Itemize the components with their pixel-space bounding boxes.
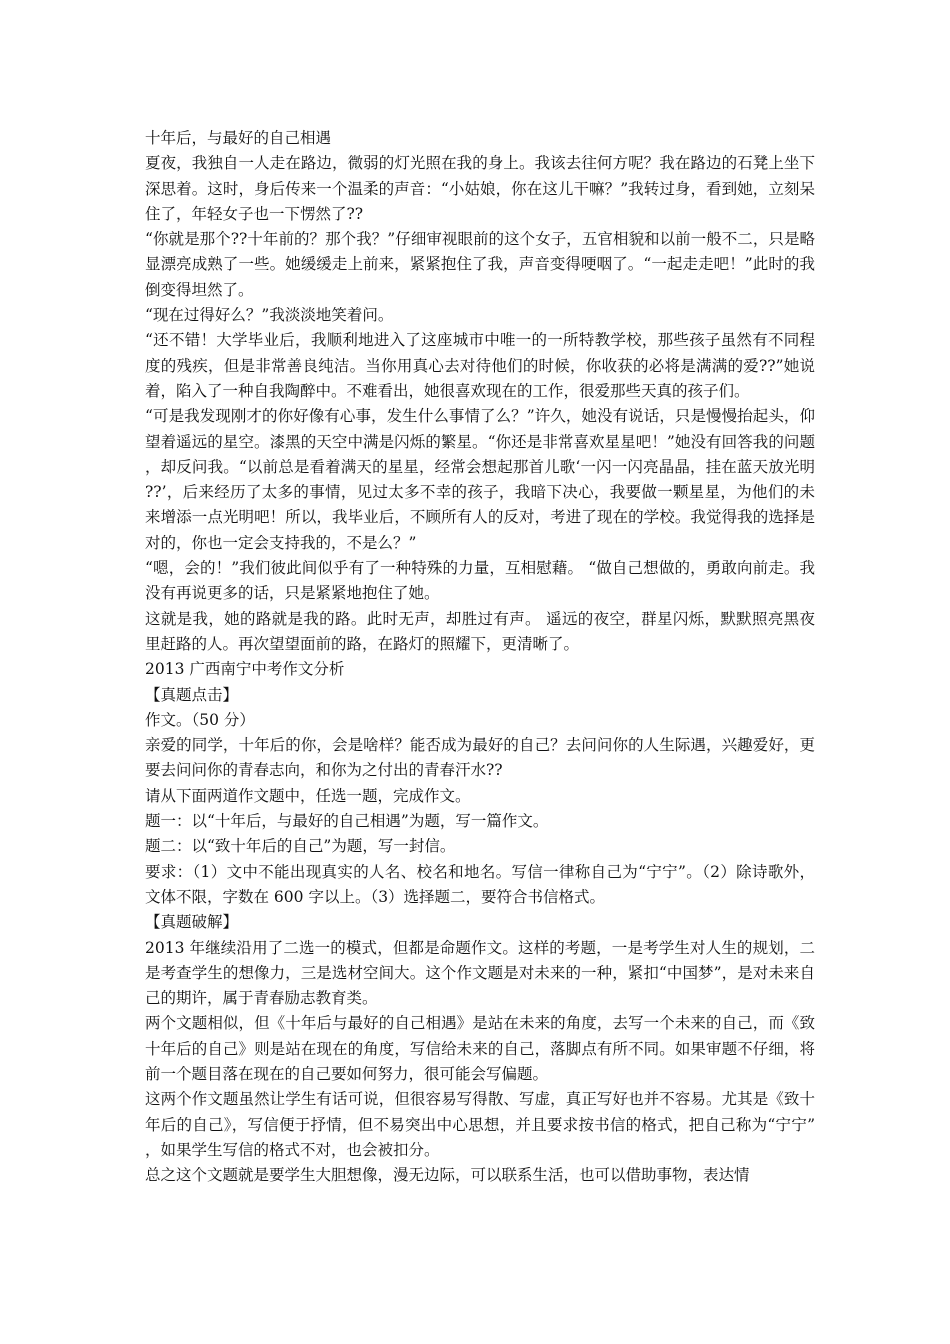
paragraph: 亲爱的同学，十年后的你，会是啥样？能否成为最好的自己？去问问你的人生际遇，兴趣爱好，更要去问问你的青春志向，和你为之付出的青春汗水?? (145, 736, 815, 780)
paragraph: “现在过得好么？”我淡淡地笑着问。 (145, 306, 394, 325)
paragraph: 2013 年继续沿用了二选一的模式，但都是命题作文。这样的考题，一是考学生对人生的规划，二是考查学生的想像力，三是选材空间大。这个作文题是对未来的一种，紧扣“中国梦”，是对未来自己的期许，属于青春励志教育类。 (145, 938, 815, 1008)
paragraph: 题一：以“十年后，与最好的自己相遇”为题，写一篇作文。 (145, 812, 549, 831)
paragraph: 这就是我，她的路就是我的路。此时无声，却胜过有声。 遥远的夜空，群星闪烁，默默照亮黑夜里赶路的人。再次望望面前的路，在路灯的照耀下，更清晰了。 (145, 609, 815, 653)
paragraph: “可是我发现刚才的你好像有心事，发生什么事情了么？”许久，她没有说话，只是慢慢抬起头，仰望着遥远的星空。漆黑的天空中满是闪烁的繁星。“你还是非常喜欢星星吧！”她没有回答我的问题，却反问我。“以前总是看着满天的星星，经常会想起那首儿歌‘一闪一闪亮晶晶，挂在蓝天放光明??’，后来经历了太多的事情，见过太多不幸的孩子，我暗下决心，我要做一颗星星，为他们的未来增添一点光明吧！所以，我毕业后，不顾所有人的反对，考进了现在的学校。我觉得我的选择是对的，你也一定会支持我的，不是么？” (145, 407, 815, 552)
paragraph: 要求：（1）文中不能出现真实的人名、校名和地名。写信一律称自己为“宁宁”。（2）除诗歌外，文体不限，字数在 600 字以上。（3）选择题二，要符合书信格式。 (145, 862, 815, 906)
paragraph: 请从下面两道作文题中，任选一题，完成作文。 (145, 786, 471, 805)
paragraph: 总之这个文题就是要学生大胆想像，漫无边际，可以联系生活，也可以借助事物，表达情 (145, 1166, 750, 1185)
paragraph: “你就是那个??十年前的？那个我？”仔细审视眼前的这个女子，五官相貌和以前一般不二，只是略显漂亮成熟了一些。她缓缓走上前来，紧紧抱住了我，声音变得哽咽了。“一起走走吧！”此时的我倒变得坦然了。 (145, 230, 815, 299)
paragraph: 作文。（50 分） (145, 710, 255, 729)
paragraph: 两个文题相似，但《十年后与最好的自己相遇》是站在未来的角度，去写一个未来的自己，而《致十年后的自己》则是站在现在的角度，写信给未来的自己，落脚点有所不同。如果审题不仔细，将前一个题目落在现在的自己要如何努力，很可能会写偏题。 (145, 1014, 815, 1083)
subsection-heading: 【真题点击】 (145, 685, 239, 704)
essay-title: 十年后，与最好的自己相遇 (145, 129, 332, 147)
paragraph: “嗯，会的！”我们彼此间似乎有了一种特殊的力量，互相慰藉。 “做自己想做的，勇敢向前走。我没有再说更多的话，只是紧紧地抱住了她。 (145, 559, 815, 603)
paragraph: 这两个作文题虽然让学生有话可说，但很容易写得散、写虚，真正写好也并不容易。尤其是《致十年后的自己》，写信便于抒情，但不易突出中心思想，并且要求按书信的格式，把自己称为“宁宁”，如果学生写信的格式不对，也会被扣分。 (145, 1090, 815, 1159)
paragraph: 夏夜，我独自一人走在路边，微弱的灯光照在我的身上。我该去往何方呢？我在路边的石凳上坐下深思着。这时，身后传来一个温柔的声音：“小姑娘，你在这儿干嘛？”我转过身，看到她，立刻呆住了，年轻女子也一下愣然了?? (145, 154, 815, 223)
section-heading: 2013 广西南宁中考作文分析 (145, 660, 345, 679)
subsection-heading: 【真题破解】 (145, 913, 239, 932)
document-body (145, 126, 815, 1188)
paragraph: “还不错！大学毕业后，我顺利地进入了这座城市中唯一的一所特教学校，那些孩子虽然有不同程度的残疾，但是非常善良纯洁。当你用真心去对待他们的时候，你收获的必将是满满的爱??”她说着，陷入了一种自我陶醉中。不难看出，她很喜欢现在的工作，很爱那些天真的孩子们。 (145, 331, 815, 400)
paragraph: 题二：以“致十年后的自己”为题，写一封信。 (145, 837, 456, 856)
